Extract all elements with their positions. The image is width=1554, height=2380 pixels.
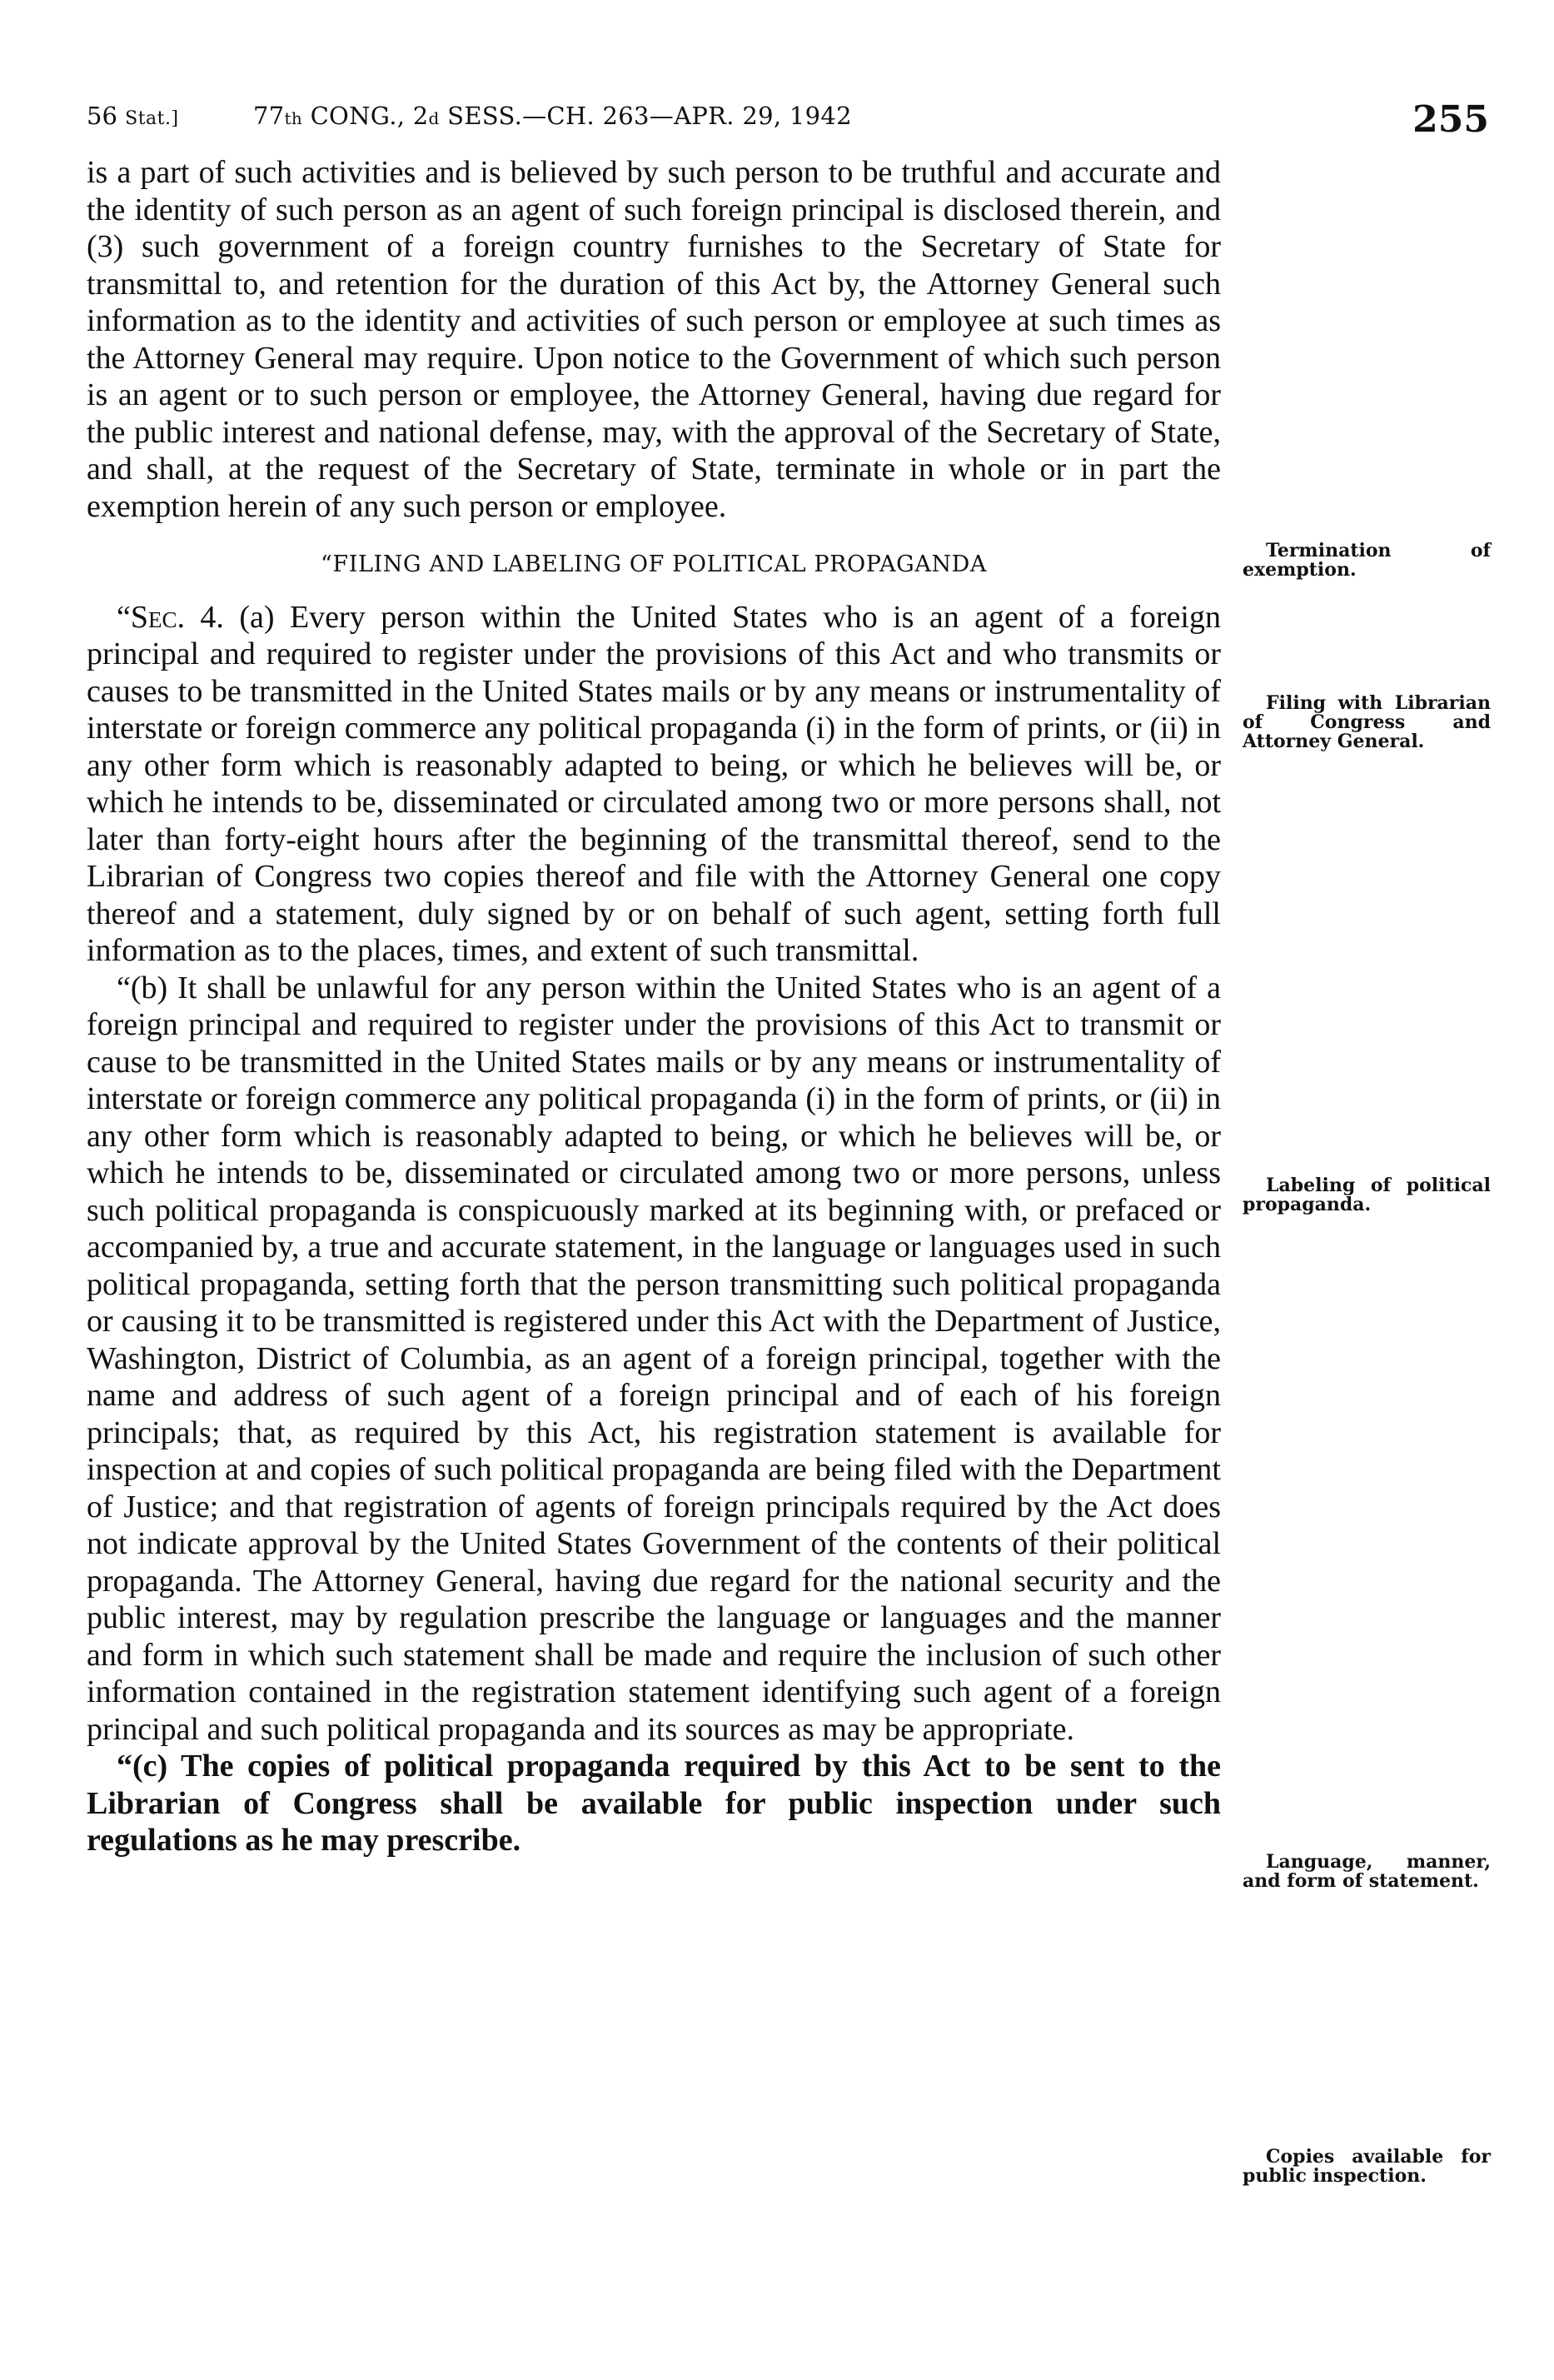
chapter-info: SESS.—CH. 263—APR. 29, 1942 — [439, 102, 852, 130]
margin-note-labeling — [1243, 1176, 1491, 1215]
section-4c: “(c) The copies of political propaganda required by this Act to be sent to the Librarian of Congress shall be available for public inspection under such regulations as he may prescribe. — [87, 1749, 1221, 1858]
paragraph-continuation: is a part of such activities and is believed by such person to be truthful and accurate and the identity of such person as an agent of such foreign principal is disclosed therein, and (3) such government of a foreign country furnishes to the Secretary of State for transmittal to, and retention for the duration of this Act by, the Attorney General such information as to the identity and activities of such person or employee at such times as the Attorney General may require. Upon notice to the Government of which such person is an agent or to such person or employee, the Attorney General, having due regard for the public interest and national defense, may, with the approval of the Secretary of State, and shall, at the request of the Secretary of State, terminate in whole or in part the exemption herein of any such person or employee. — [87, 155, 1221, 524]
margin-note-termination — [1243, 541, 1491, 580]
congress-number: 77 — [253, 102, 285, 130]
margin-note-text: Copies available for public inspection. — [1243, 2146, 1491, 2187]
session-info: CONG., 2 — [302, 102, 429, 130]
volume-number: 56 — [87, 102, 117, 130]
margin-note-copies — [1243, 2148, 1491, 2186]
margin-note-text: Language, manner, and form of statement. — [1243, 1851, 1491, 1892]
margin-note-text: Filing with Librarian of Congress and Attorney General. — [1243, 692, 1491, 752]
session-suffix: d — [428, 108, 440, 128]
running-header — [87, 98, 1489, 148]
volume-label: Stat.] — [125, 108, 179, 129]
margin-note-text: Termination of exemption. — [1243, 540, 1491, 581]
congress-suffix: th — [284, 108, 303, 128]
volume-citation — [87, 102, 179, 130]
page-number: 255 — [1412, 98, 1489, 141]
section-label: “Sec. 4. — [117, 599, 224, 635]
section-heading: “FILING AND LABELING OF POLITICAL PROPAGANDA — [320, 551, 988, 577]
margin-note-text: Labeling of political propaganda. — [1243, 1175, 1491, 1215]
session-citation — [253, 102, 852, 130]
section-4a-text: (a) Every person within the United States who is an agent of a foreign principal and required to register under the provisions of this Act and who transmits or causes to be transmitted in the United States mails or by any means or instrumentality of interstate or foreign commerce any political propaganda (i) in the form of prints, or (ii) in any other form which is reasonably adapted to being, or which he believes will be, or which he intends to be, disseminated or circulated among two or more persons shall, not later than forty-eight hours after the beginning of the transmittal thereof, send to the Librarian of Congress two copies thereof and file with the Attorney General one copy thereof and a statement, duly signed by or on behalf of such agent, setting forth full information as to the places, times, and extent of such transmittal. — [87, 599, 1221, 968]
section-4b: “(b) It shall be unlawful for any person within the United States who is an agent of a foreign principal and required to register under the provisions of this Act to transmit or cause to be transmitted in the United States mails or by any means or instrumentality of interstate or foreign commerce any political propaganda (i) in the form of prints, or (ii) in any other form which is reasonably adapted to being, or which he believes will be, or which he intends to be, disseminated or circulated among two or more persons, unless such political propaganda is conspicuously marked at its beginning with, or prefaced or accompanied by, a true and accurate statement, in the language or languages used in such political propaganda, setting forth that the person transmitting such political propaganda or causing it to be transmitted is registered under this Act with the Department of Justice, Washington, District of Columbia, as an agent of a foreign principal, together with the name and address of such agent of a foreign principal and of each of his foreign principals; that, as required by this Act, his registration statement is available for inspection at and copies of such political propaganda are being filed with the Department of Justice; and that registration of agents of foreign principals required by the Act does not indicate approval by the United States Government of the contents of their political propaganda. The Attorney General, having due regard for the national security and the public interest, may by regulation prescribe the language or languages and the manner and form in which such statement shall be made and require the inclusion of such other information contained in the registration statement identifying such agent of a foreign principal and such political propaganda and its sources as may be appropriate. — [87, 970, 1221, 1747]
statute-text — [87, 154, 1221, 1859]
margin-note-filing — [1243, 694, 1491, 751]
section-4a — [87, 599, 1221, 970]
margin-note-language — [1243, 1853, 1491, 1891]
